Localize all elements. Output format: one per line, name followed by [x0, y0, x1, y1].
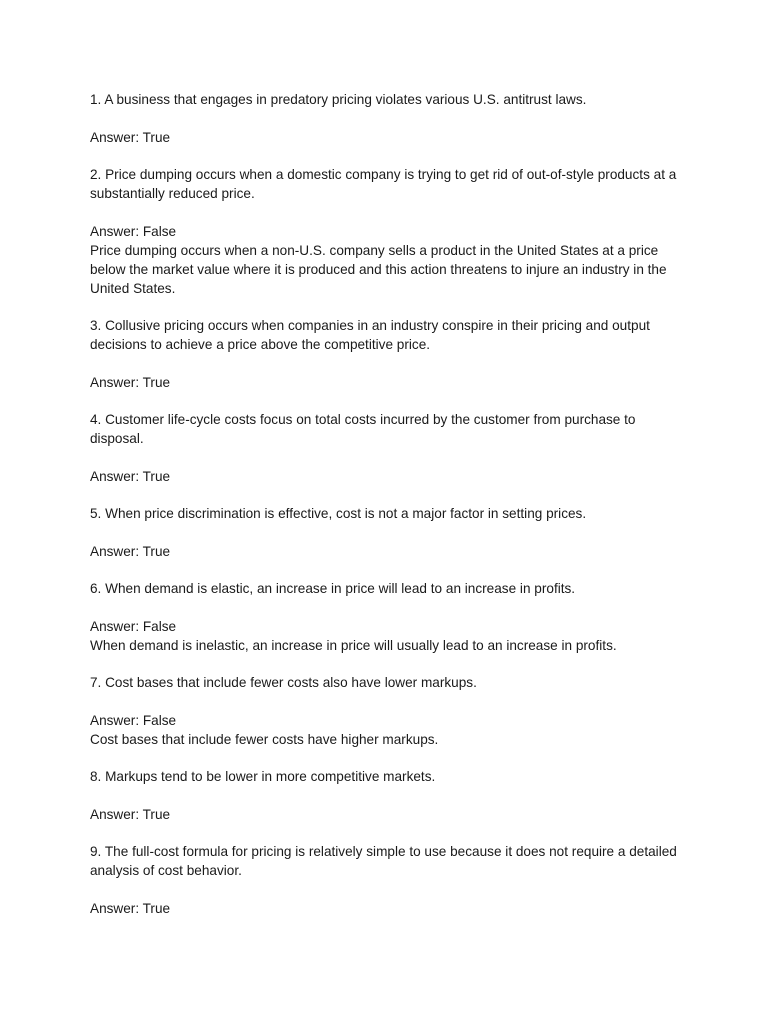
explanation-text: When demand is inelastic, an increase in price will usually lead to an increase in profits.	[90, 637, 617, 653]
question-item-1	[90, 90, 690, 147]
question-item-3	[90, 316, 690, 392]
question-item-9	[90, 842, 690, 918]
question-item-8	[90, 767, 690, 824]
question-item-6	[90, 579, 690, 655]
answer-text: Answer: False	[90, 712, 177, 728]
answer-text: Answer: True	[90, 806, 171, 822]
answer-text: Answer: True	[90, 468, 171, 484]
explanation-text: Cost bases that include fewer costs have higher markups.	[90, 731, 439, 747]
answer-text: Answer: False	[90, 618, 177, 634]
answer-text: Answer: True	[90, 129, 171, 145]
question-text: 7. Cost bases that include fewer costs also have lower markups.	[90, 675, 477, 690]
answer-text: Answer: False	[90, 223, 177, 239]
question-text: 6. When demand is elastic, an increase in price will lead to an increase in profits.	[90, 581, 576, 596]
question-item-4	[90, 410, 690, 486]
question-text: 4. Customer life-cycle costs focus on total costs incurred by the customer from purchase to disposal.	[90, 412, 636, 446]
question-text: 9. The full-cost formula for pricing is relatively simple to use because it does not require a detailed analysis of cost behavior.	[90, 844, 677, 878]
answer-text: Answer: True	[90, 543, 171, 559]
question-item-2	[90, 165, 690, 298]
explanation-text: Price dumping occurs when a non-U.S. company sells a product in the United States at a price below the market value where it is produced and this action threatens to injure an industry in the United States.	[90, 242, 667, 296]
answer-text: Answer: True	[90, 900, 171, 916]
answer-text: Answer: True	[90, 374, 171, 390]
question-text: 8. Markups tend to be lower in more competitive markets.	[90, 769, 436, 784]
question-text: 5. When price discrimination is effective, cost is not a major factor in setting prices.	[90, 506, 587, 521]
question-item-5	[90, 504, 690, 561]
question-item-7	[90, 673, 690, 749]
document-page	[90, 90, 690, 936]
question-text: 1. A business that engages in predatory pricing violates various U.S. antitrust laws.	[90, 92, 587, 107]
question-text: 3. Collusive pricing occurs when companies in an industry conspire in their pricing and output decisions to achieve a price above the competitive price.	[90, 318, 650, 352]
question-text: 2. Price dumping occurs when a domestic company is trying to get rid of out-of-style products at a substantially reduced price.	[90, 167, 677, 201]
